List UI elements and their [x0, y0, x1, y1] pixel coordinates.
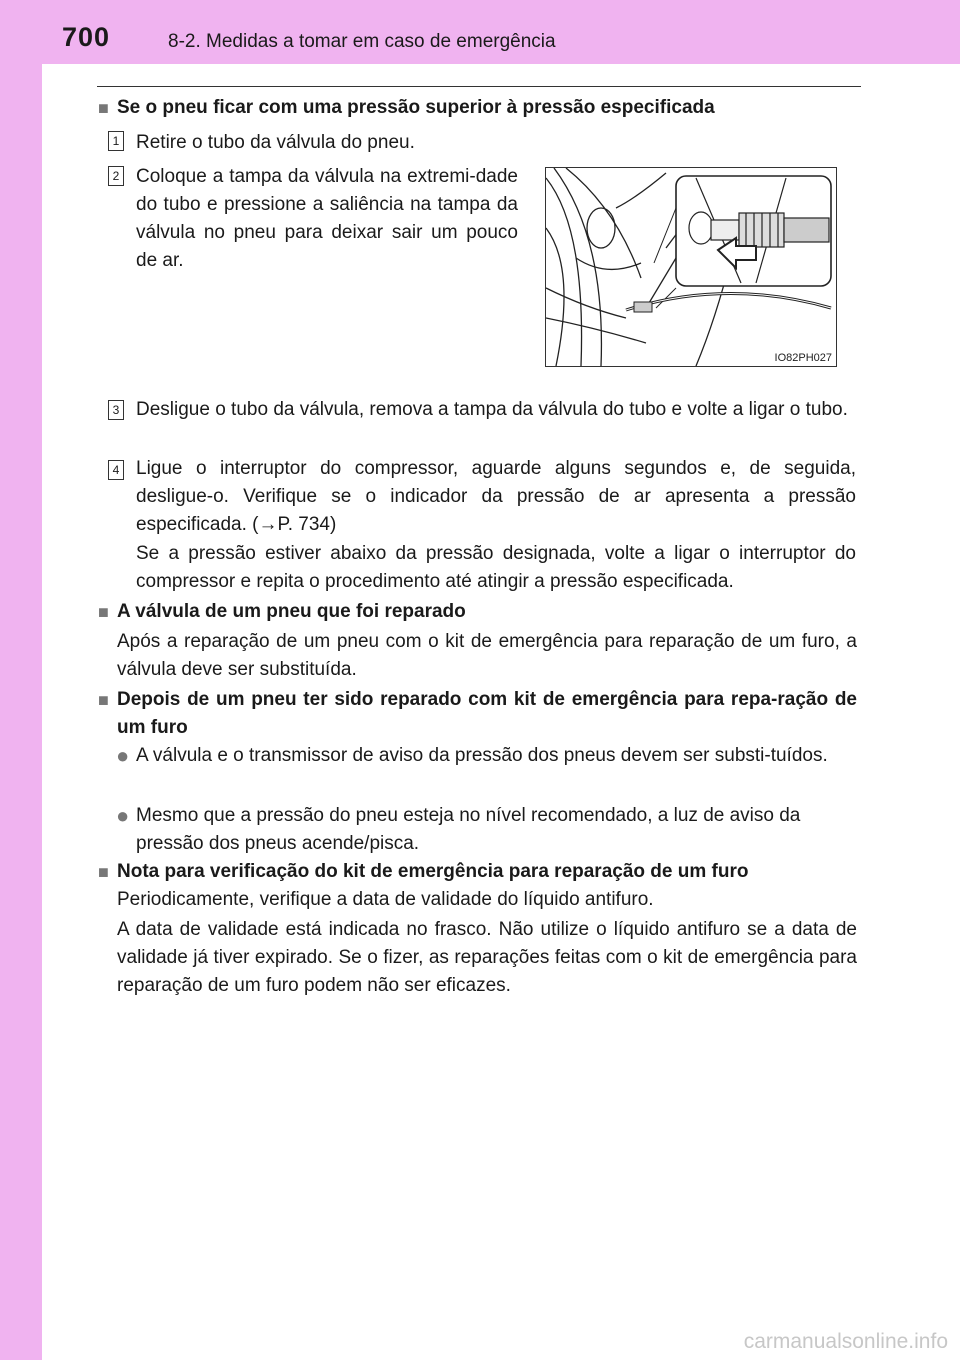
step2-text: Coloque a tampa da válvula na extremi-dade do tubo e pressione a saliência na tampa da válvula no pneu para deixar sair um pouco de ar.	[136, 166, 518, 271]
step-number: 1	[108, 131, 124, 151]
figure-code: IO82PH027	[774, 352, 832, 364]
step3-text: Desligue o tubo da válvula, remova a tampa da válvula do tubo e volte a ligar o tubo.	[136, 399, 848, 420]
header-rule	[97, 86, 861, 87]
section2-text: Após a reparação de um pneu com o kit de emergência para reparação de um furo, a válvula deve ser substituída.	[117, 631, 857, 680]
section3-title: Depois de um pneu ter sido reparado com kit de emergência para repa-ração de um furo	[117, 689, 857, 738]
section4-title: Nota para verificação do kit de emergência para reparação de um furo	[117, 861, 749, 882]
step-number: 3	[108, 400, 124, 420]
valve-illustration	[545, 167, 837, 367]
step1-text: Retire o tubo da válvula do pneu.	[136, 132, 415, 153]
section4-paragraph1: Periodicamente, verifique a data de validade do líquido antifuro.	[117, 889, 654, 910]
section3-bullet2: Mesmo que a pressão do pneu esteja no nível recomendado, a luz de aviso da pressão dos pneus acende/pisca.	[136, 805, 801, 854]
section-marker: ■	[98, 602, 109, 622]
section3-bullet1: A válvula e o transmissor de aviso da pressão dos pneus devem ser substi-tuídos.	[136, 745, 828, 766]
step4-text: Ligue o interruptor do compressor, aguarde alguns segundos e, de seguida, desligue-o. Verifique se o indicador da pressão de ar apresenta a pressão especificada. (→P. 734)	[136, 458, 856, 535]
step-number: 4	[108, 460, 124, 480]
step-number: 2	[108, 166, 124, 186]
tire-valve-drawing	[546, 168, 836, 366]
section4-paragraph2: A data de validade está indicada no frasco. Não utilize o líquido antifuro se a data de validade já tiver expirado. Se o fizer, as reparações feitas com o kit de emergência para reparação de um furo podem não ser eficazes.	[117, 919, 857, 996]
section-marker: ■	[98, 690, 109, 710]
step4-note: Se a pressão estiver abaixo da pressão designada, volte a ligar o interruptor do compressor e repita o procedimento até atingir a pressão especificada.	[136, 543, 856, 592]
page-number: 700	[62, 22, 111, 52]
bullet-dot: ●	[116, 743, 130, 768]
section-marker: ■	[98, 862, 109, 882]
section1-title: Se o pneu ficar com uma pressão superior à pressão especificada	[117, 97, 715, 118]
left-margin-band	[0, 0, 42, 1360]
section-marker: ■	[98, 98, 109, 118]
chapter-title: 8-2. Medidas a tomar em caso de emergência	[168, 31, 556, 52]
bullet-dot: ●	[116, 803, 130, 828]
watermark: carmanualsonline.info	[743, 1330, 948, 1353]
section2-title: A válvula de um pneu que foi reparado	[117, 601, 466, 622]
